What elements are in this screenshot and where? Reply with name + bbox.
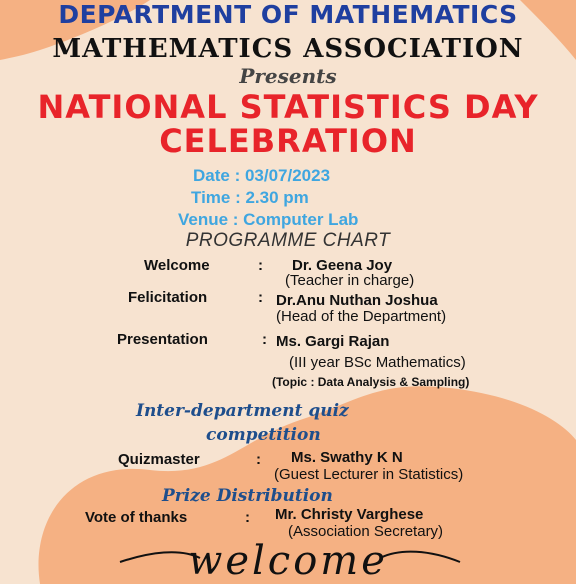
quiz-heading-line1: Inter-department quiz — [136, 401, 349, 421]
event-date: Date : 03/07/2023 — [193, 166, 331, 185]
welcome-label: Welcome — [144, 257, 210, 274]
welcome-name: Dr. Geena Joy — [292, 257, 393, 274]
felicitation-label: Felicitation — [128, 289, 208, 306]
event-venue: Venue : Computer Lab — [178, 210, 359, 229]
prize-heading: Prize Distribution — [162, 486, 333, 506]
thanks-name: Mr. Christy Varghese — [275, 506, 424, 523]
presentation-name: Ms. Gargi Rajan — [276, 333, 390, 350]
presentation-topic: (Topic : Data Analysis & Sampling) — [272, 375, 470, 389]
presentation-role: (III year BSc Mathematics) — [289, 354, 466, 371]
quizmaster-role: (Guest Lecturer in Statistics) — [274, 466, 464, 483]
department-title: DEPARTMENT OF MATHEMATICS — [58, 0, 518, 29]
felicitation-role: (Head of the Department) — [276, 308, 447, 325]
thanks-label: Vote of thanks — [85, 509, 188, 526]
presents-text: Presents — [239, 64, 337, 88]
presentation-label: Presentation — [117, 331, 208, 348]
welcome-colon: : — [258, 257, 263, 274]
presentation-colon: : — [262, 331, 267, 348]
welcome-role: (Teacher in charge) — [285, 272, 415, 289]
quizmaster-label: Quizmaster — [118, 451, 200, 468]
quiz-heading-line2: competition — [206, 425, 321, 445]
event-time: Time : 2.30 pm — [191, 188, 309, 207]
programme-heading: PROGRAMME CHART — [185, 230, 391, 251]
welcome-script: welcome — [188, 538, 388, 584]
quizmaster-colon: : — [256, 451, 261, 468]
thanks-colon: : — [245, 509, 250, 526]
quizmaster-name: Ms. Swathy K N — [291, 449, 403, 466]
association-title: MATHEMATICS ASSOCIATION — [52, 34, 524, 64]
event-title-line2: CELEBRATION — [159, 122, 417, 160]
felicitation-name: Dr.Anu Nuthan Joshua — [276, 292, 438, 309]
event-title-line1: NATIONAL STATISTICS DAY — [37, 88, 539, 126]
thanks-role: (Association Secretary) — [288, 523, 444, 540]
felicitation-colon: : — [258, 289, 263, 306]
